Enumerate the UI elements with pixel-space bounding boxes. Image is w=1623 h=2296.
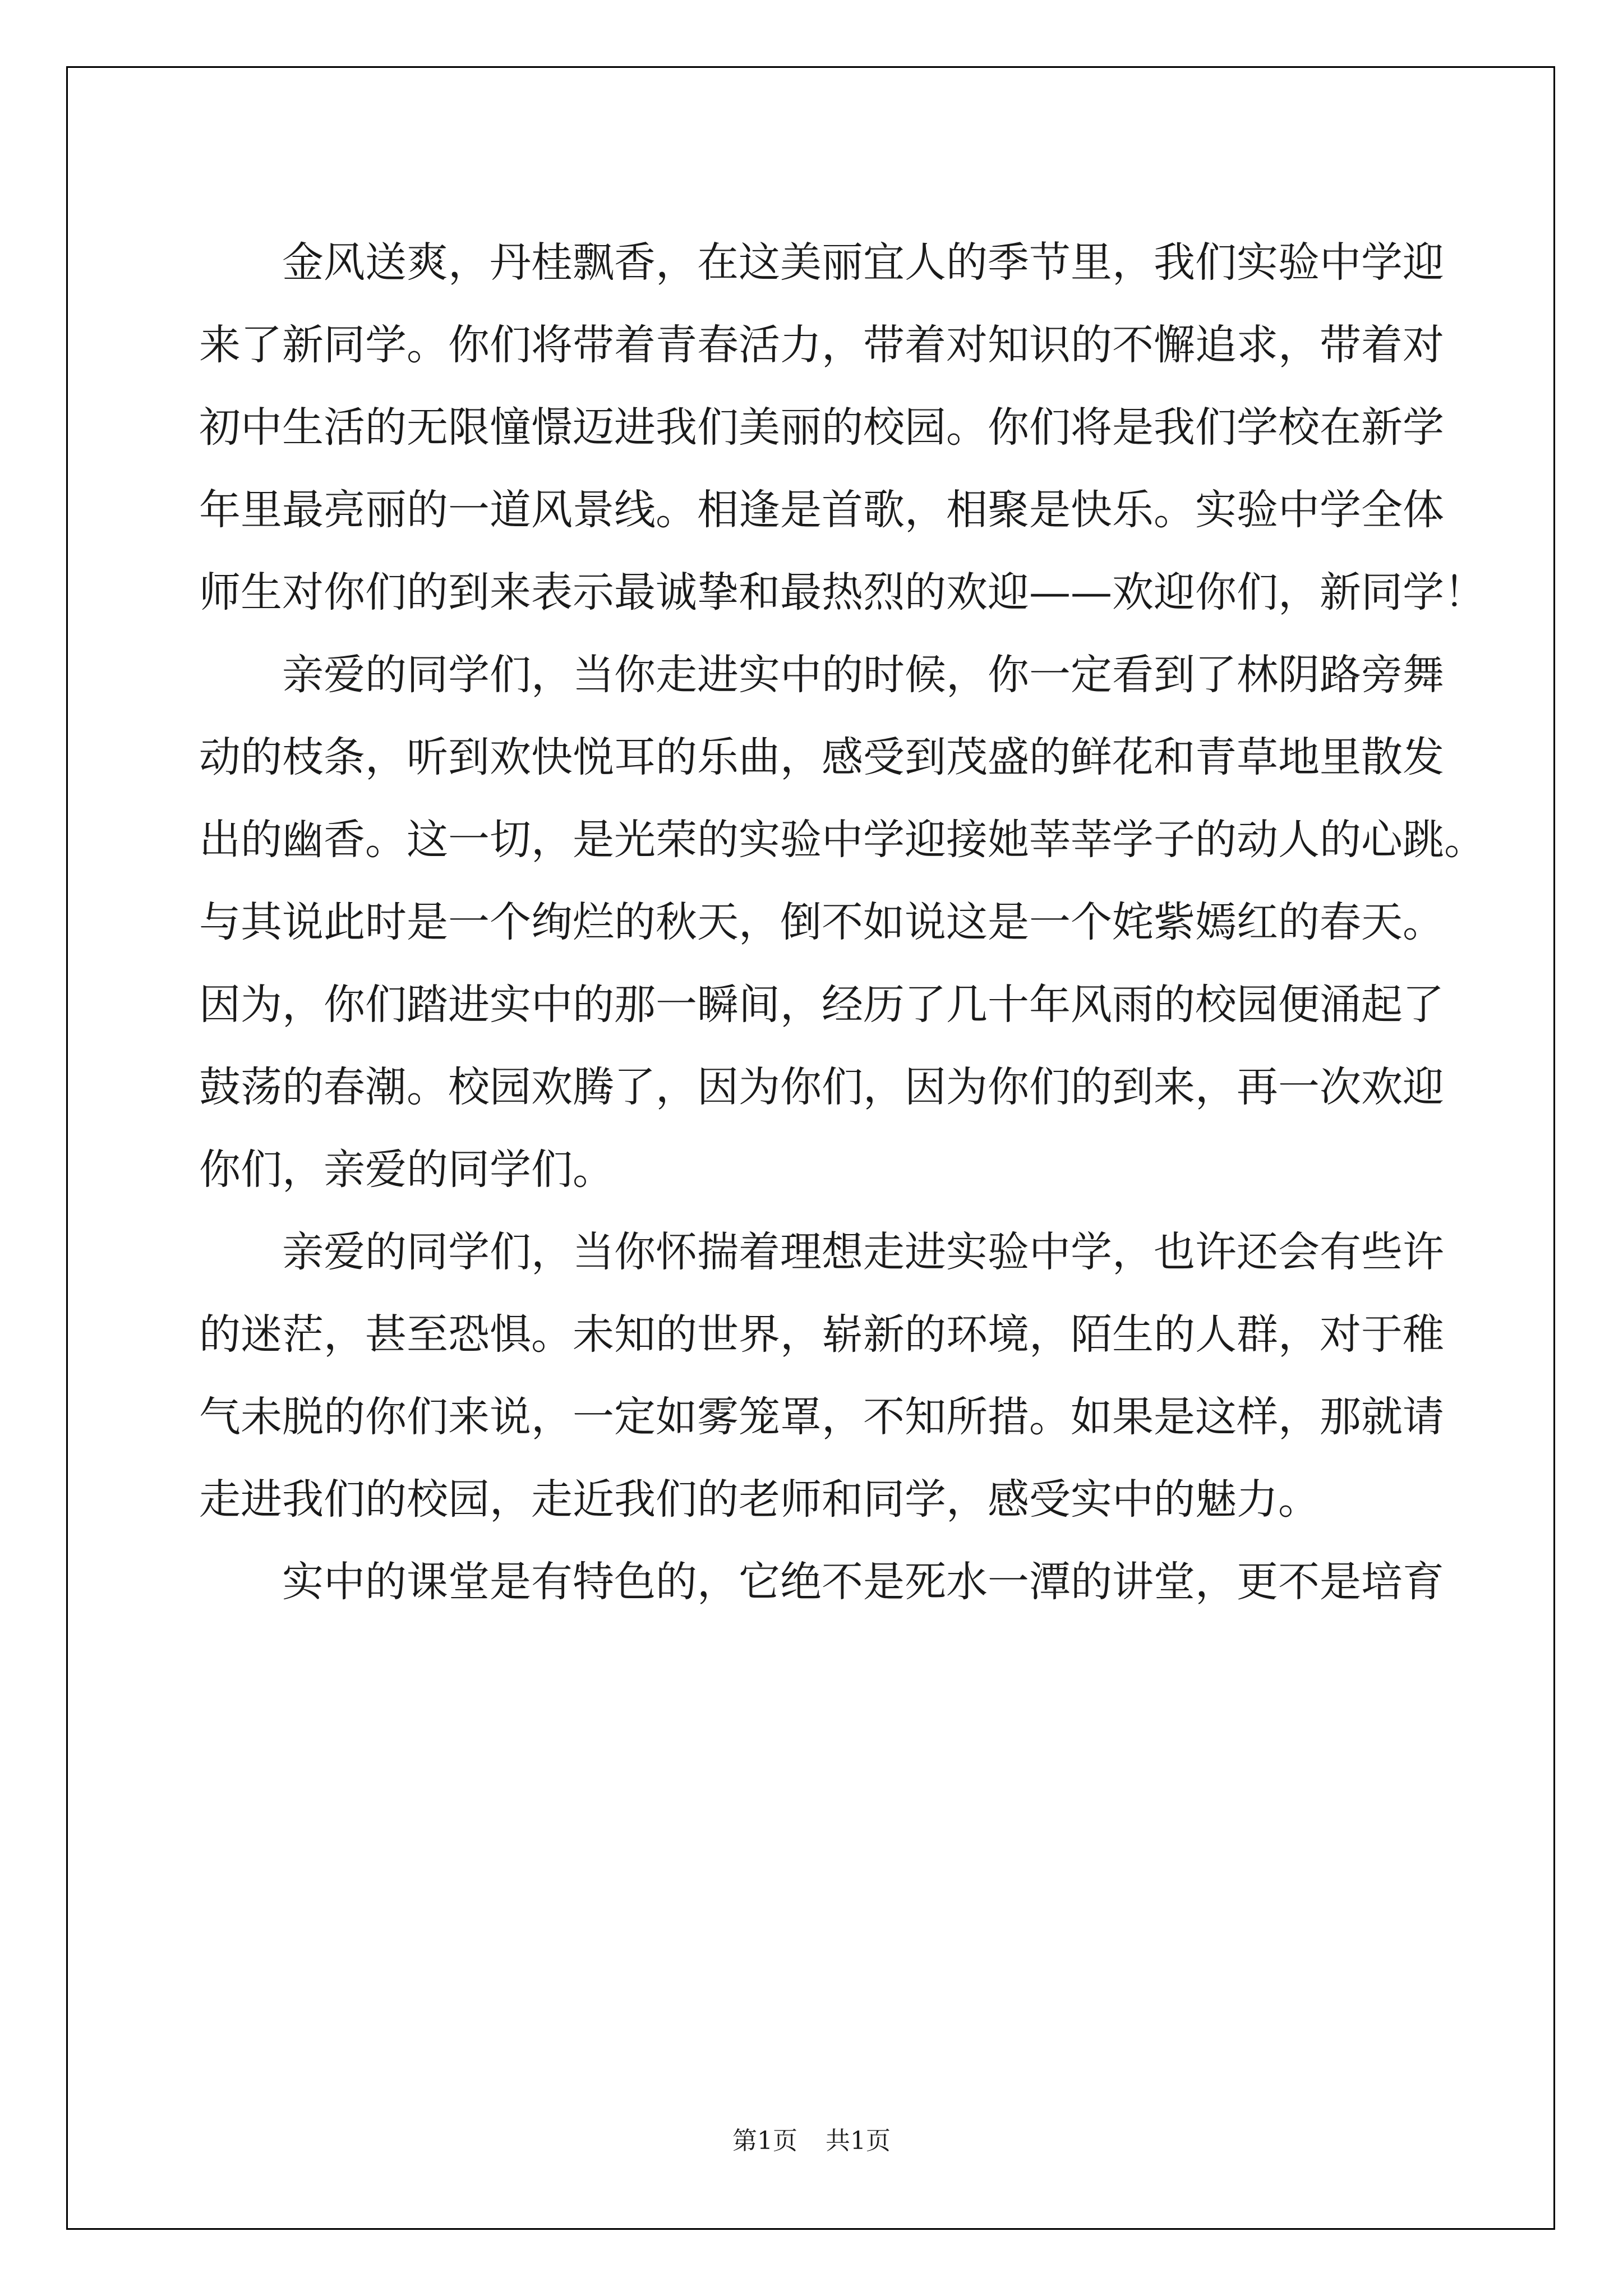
document-body xyxy=(199,222,1486,1623)
page-total: 共1页 xyxy=(826,2127,891,2155)
text-line: 因为，你们踏进实中的那一瞬间，经历了几十年风雨的校园便涌起了 xyxy=(199,981,1444,1029)
text-line: 亲爱的同学们，当你走进实中的时候，你一定看到了林阴路旁舞 xyxy=(282,651,1444,699)
text-line: 来了新同学。你们将带着青春活力，带着对知识的不懈追求，带着对 xyxy=(199,321,1444,369)
text-line: 出的幽香。这一切，是光荣的实验中学迎接她莘莘学子的动人的心跳。 xyxy=(199,816,1486,864)
text-line: 鼓荡的春潮。校园欢腾了，因为你们，因为你们的到来，再一次欢迎 xyxy=(199,1063,1444,1111)
text-line: 金风送爽，丹桂飘香，在这美丽宜人的季节里，我们实验中学迎 xyxy=(282,238,1444,287)
text-line: 动的枝条，听到欢快悦耳的乐曲，感受到茂盛的鲜花和青草地里散发 xyxy=(199,733,1444,781)
text-line: 初中生活的无限憧憬迈进我们美丽的校园。你们将是我们学校在新学 xyxy=(199,403,1444,452)
text-line: 实中的课堂是有特色的，它绝不是死水一潭的讲堂，更不是培育 xyxy=(282,1558,1444,1606)
text-line: 师生对你们的到来表示最诚挚和最热烈的欢迎——欢迎你们，新同学！ xyxy=(199,568,1486,616)
text-line: 走进我们的校园，走近我们的老师和同学，感受实中的魅力。 xyxy=(199,1475,1320,1524)
page-number: 第1页 xyxy=(732,2127,797,2155)
text-line: 的迷茫，甚至恐惧。未知的世界，崭新的环境，陌生的人群，对于稚 xyxy=(199,1310,1444,1359)
text-line: 亲爱的同学们，当你怀揣着理想走进实验中学，也许还会有些许 xyxy=(282,1228,1444,1276)
text-line: 年里最亮丽的一道风景线。相逢是首歌，相聚是快乐。实验中学全体 xyxy=(199,486,1444,534)
page-footer xyxy=(0,2120,1623,2156)
text-line: 气未脱的你们来说，一定如雾笼罩，不知所措。如果是这样，那就请 xyxy=(199,1393,1444,1441)
text-line: 你们，亲爱的同学们。 xyxy=(199,1145,614,1194)
text-line: 与其说此时是一个绚烂的秋天，倒不如说这是一个姹紫嫣红的春天。 xyxy=(199,898,1444,946)
